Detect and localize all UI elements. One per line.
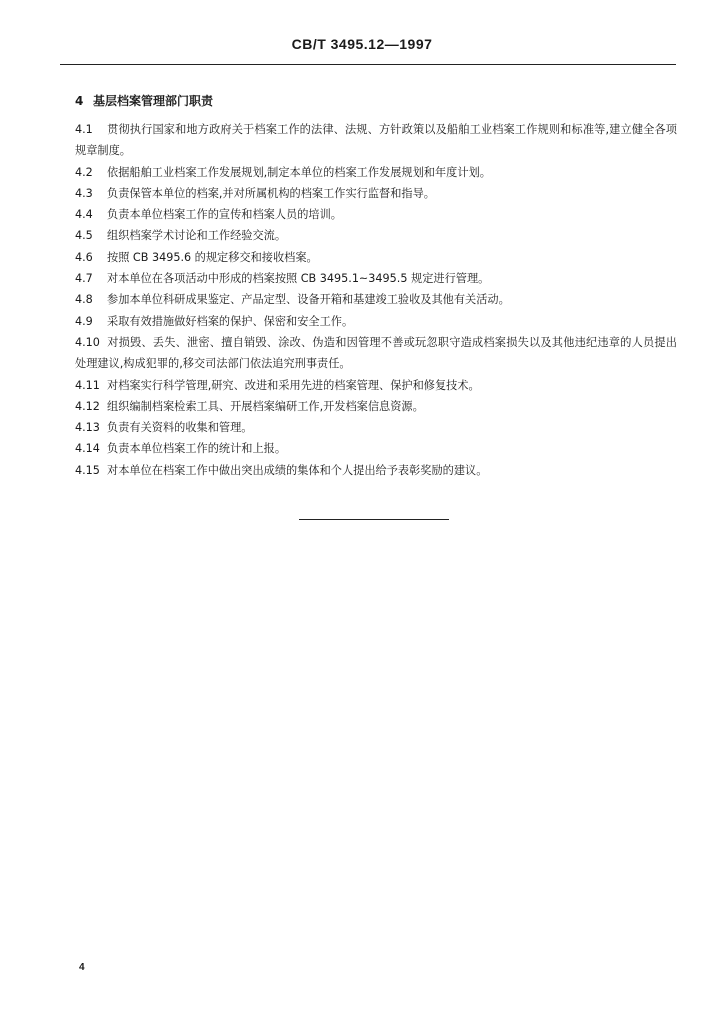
clause-text: 参加本单位科研成果鉴定、产品定型、设备开箱和基建竣工验收及其他有关活动。 bbox=[107, 293, 510, 307]
clause-text: 负责保管本单位的档案,并对所属机构的档案工作实行监督和指导。 bbox=[107, 186, 435, 200]
header-rule bbox=[60, 64, 676, 65]
clause-item bbox=[75, 204, 677, 225]
clause-number: 4.2 bbox=[75, 165, 93, 179]
clause-text: 按照 CB 3495.6 的规定移交和接收档案。 bbox=[107, 250, 318, 264]
clause-text: 组织档案学术讨论和工作经验交流。 bbox=[107, 229, 287, 243]
clause-item bbox=[75, 289, 677, 310]
clause-number: 4.12 bbox=[75, 399, 100, 413]
clause-number: 4.1 bbox=[75, 123, 93, 136]
page-number: 4 bbox=[79, 962, 85, 973]
clause-number: 4.6 bbox=[75, 250, 93, 264]
clause-item bbox=[75, 417, 677, 438]
clause-number: 4.14 bbox=[75, 442, 100, 456]
clause-number: 4.3 bbox=[75, 186, 93, 200]
clause-text: 负责本单位档案工作的宣传和档案人员的培训。 bbox=[107, 208, 342, 222]
section-number: 4 bbox=[75, 94, 84, 108]
clause-number: 4.15 bbox=[75, 463, 100, 477]
clause-item bbox=[75, 332, 677, 375]
clause-number: 4.13 bbox=[75, 421, 100, 435]
clause-item bbox=[75, 375, 677, 396]
clause-text: 对损毁、丢失、泄密、擅自销毁、涂改、伪造和因管理不善或玩忽职守造成档案损失以及其他违纪违章的人员提出处理建议,构成犯罪的,移交司法部门依法追究刑事责任。 bbox=[75, 335, 677, 371]
clause-number: 4.9 bbox=[75, 314, 93, 328]
clause-item bbox=[75, 311, 677, 332]
section-heading bbox=[75, 92, 213, 109]
standard-code-header: CB/T 3495.12—1997 bbox=[291, 36, 433, 52]
clause-item bbox=[75, 247, 677, 268]
clause-item bbox=[75, 183, 677, 204]
clause-item bbox=[75, 396, 677, 417]
clause-text: 对本单位在档案工作中做出突出成绩的集体和个人提出给予表彰奖励的建议。 bbox=[107, 463, 488, 477]
clause-item bbox=[75, 119, 677, 162]
clause-item bbox=[75, 162, 677, 183]
clause-number: 4.8 bbox=[75, 293, 93, 307]
clause-item bbox=[75, 438, 677, 459]
section-title: 基层档案管理部门职责 bbox=[93, 94, 214, 108]
clause-item bbox=[75, 268, 677, 289]
clause-item bbox=[75, 225, 677, 246]
clause-text: 对本单位在各项活动中形成的档案按照 CB 3495.1~3495.5 规定进行管理。 bbox=[107, 272, 490, 286]
clause-text: 对档案实行科学管理,研究、改进和采用先进的档案管理、保护和修复技术。 bbox=[107, 378, 480, 392]
clause-number: 4.10 bbox=[75, 335, 100, 349]
clause-text: 负责本单位档案工作的统计和上报。 bbox=[107, 442, 287, 456]
clause-number: 4.7 bbox=[75, 272, 93, 286]
clause-text: 采取有效措施做好档案的保护、保密和安全工作。 bbox=[107, 314, 354, 328]
clause-text: 组织编制档案检索工具、开展档案编研工作,开发档案信息资源。 bbox=[107, 399, 424, 413]
end-of-text-rule bbox=[299, 519, 449, 520]
clause-text: 贯彻执行国家和地方政府关于档案工作的法律、法规、方针政策以及船舶工业档案工作规则和标准等,建立健全各项规章制度。 bbox=[75, 123, 677, 158]
clause-item bbox=[75, 460, 677, 481]
clause-number: 4.4 bbox=[75, 208, 93, 222]
clause-text: 依据船舶工业档案工作发展规划,制定本单位的档案工作发展规划和年度计划。 bbox=[107, 165, 491, 179]
clause-number: 4.11 bbox=[75, 378, 100, 392]
clause-number: 4.5 bbox=[75, 229, 93, 243]
clause-text: 负责有关资料的收集和管理。 bbox=[107, 421, 253, 435]
clause-list bbox=[75, 119, 677, 481]
